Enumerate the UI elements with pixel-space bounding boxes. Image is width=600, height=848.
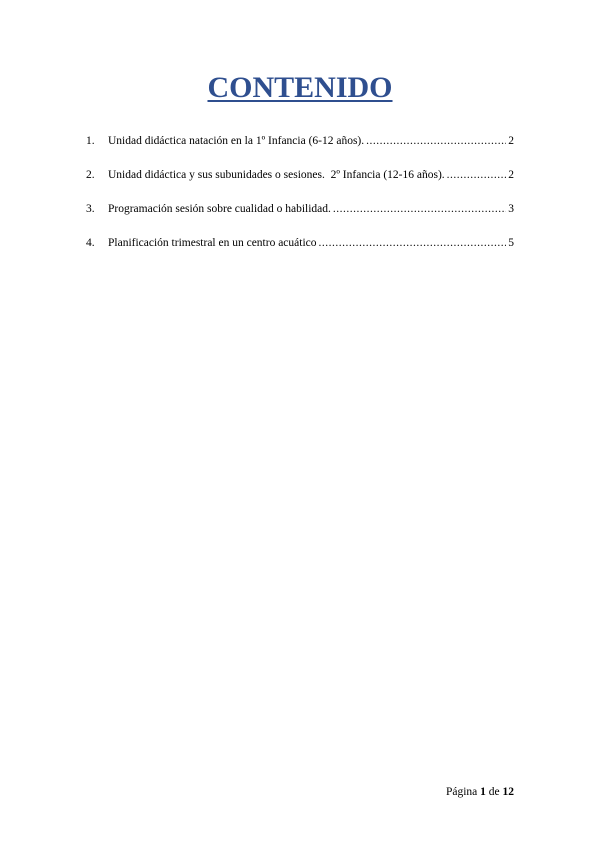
toc-entry-page: 2 [508, 135, 514, 147]
total-pages-number: 12 [502, 786, 514, 798]
toc-entry[interactable] [86, 167, 514, 183]
of-label: de [488, 786, 500, 798]
page-label: Página [445, 786, 478, 798]
page-title: CONTENIDO [207, 71, 393, 104]
toc-entry-page: 2 [508, 169, 514, 181]
toc-entry[interactable] [86, 133, 514, 149]
toc-entry[interactable] [86, 201, 514, 217]
toc-entry-text: Unidad didáctica y sus subunidades o sesiones. 2º Infancia (12-16 años). [108, 169, 445, 181]
toc-entry-text: Planificación trimestral en un centro acuático [108, 237, 317, 249]
toc-entry-number: 2. [86, 169, 95, 181]
toc-entry-page: 3 [508, 203, 514, 215]
toc-entry[interactable] [86, 235, 514, 251]
current-page-number: 1 [480, 786, 486, 798]
toc-entry-text: Unidad didáctica natación en la 1º Infancia (6-12 años). [108, 135, 365, 147]
toc-entry-number: 4. [86, 237, 95, 249]
toc-entry-page: 5 [508, 237, 514, 249]
toc-dot-leader [333, 201, 506, 217]
toc-dot-leader [319, 235, 507, 251]
toc-entry-number: 1. [86, 135, 95, 147]
toc-entry-number: 3. [86, 203, 95, 215]
toc-dot-leader [366, 133, 506, 149]
toc-entry-text: Programación sesión sobre cualidad o habilidad. [108, 203, 331, 215]
toc-dot-leader [447, 167, 507, 183]
table-of-contents [86, 133, 514, 269]
page-footer [446, 784, 514, 800]
